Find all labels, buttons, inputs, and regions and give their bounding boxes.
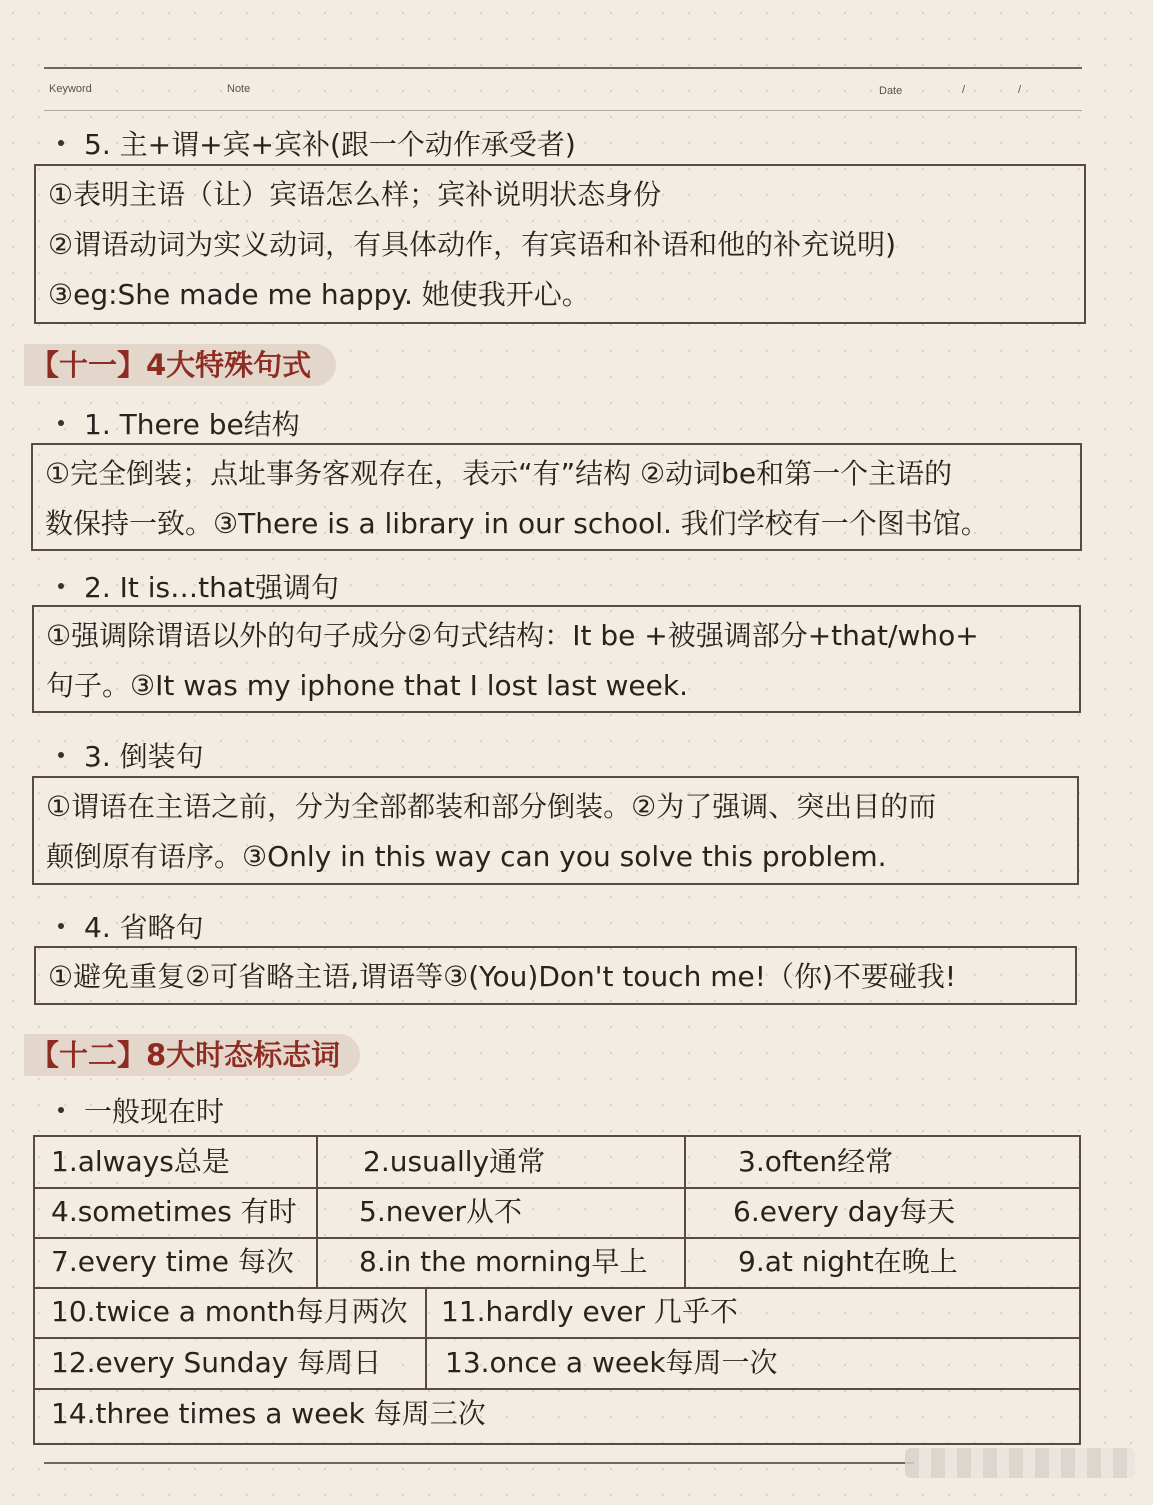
table-cell: 1.always总是	[51, 1145, 230, 1178]
bullet-dot	[58, 420, 64, 426]
note-line: ①谓语在主语之前，分为全部都装和部分倒装。②为了强调、突出目的而	[46, 790, 937, 823]
table-cell: 2.usually通常	[363, 1145, 546, 1178]
table-rule	[425, 1287, 427, 1389]
bullet-dot	[58, 140, 64, 146]
bullet-label: 3. 倒装句	[84, 740, 204, 773]
note-line: ②谓语动词为实义动词，有具体动作，有宾语和补语和他的补充说明)	[48, 228, 897, 261]
header-date-slash-2: /	[1018, 84, 1022, 96]
table-cell: 5.never从不	[359, 1195, 522, 1228]
header-bottom-rule	[44, 110, 1082, 111]
table-cell: 7.every time 每次	[51, 1245, 294, 1278]
note-line: ③eg:She made me happy. 她使我开心。	[48, 278, 590, 311]
section-heading-12: 【十二】8大时态标志词	[24, 1034, 360, 1076]
bullet-item-it-is-that	[58, 566, 339, 606]
bullet-dot	[58, 583, 64, 589]
table-cell: 13.once a week每周一次	[445, 1346, 778, 1379]
bullet-item-inversion	[58, 735, 204, 775]
note-box-ellipsis	[34, 946, 1077, 1005]
bullet-item-5	[58, 123, 576, 163]
footer-rule	[44, 1462, 914, 1464]
note-line: ①强调除谓语以外的句子成分②句式结构：It be +被强调部分+that/who+	[46, 619, 979, 652]
note-box-inversion	[32, 776, 1079, 885]
bullet-label: 一般现在时	[84, 1095, 225, 1128]
bullet-label: 1. There be结构	[84, 408, 300, 441]
bullet-item-there-be	[58, 403, 300, 443]
note-box-5	[34, 164, 1086, 324]
table-cell: 10.twice a month每月两次	[51, 1295, 408, 1328]
table-rule	[1079, 1135, 1081, 1445]
table-cell: 6.every day每天	[733, 1195, 956, 1228]
note-line: ①表明主语（让）宾语怎么样；宾补说明状态身份	[48, 178, 662, 211]
table-rule	[33, 1135, 35, 1445]
blurred-watermark	[905, 1448, 1135, 1478]
bullet-dot	[58, 752, 64, 758]
table-cell: 4.sometimes 有时	[51, 1195, 297, 1228]
bullet-label: 4. 省略句	[84, 911, 204, 944]
header-note-label: Note	[227, 83, 251, 95]
bullet-label: 5. 主+谓+宾+宾补(跟一个动作承受者)	[84, 128, 576, 161]
note-line: 数保持一致。③There is a library in our school. 我们学校有一个图书馆。	[45, 507, 989, 540]
table-rule	[684, 1135, 686, 1288]
header-top-rule	[44, 67, 1082, 69]
bullet-dot	[58, 1107, 64, 1113]
time-marker-table	[33, 1135, 1081, 1445]
header-keyword-label: Keyword	[49, 83, 92, 95]
note-line: ①完全倒装；点址事务客观存在，表示“有”结构 ②动词be和第一个主语的	[45, 457, 953, 490]
bullet-label: 2. It is…that强调句	[84, 571, 339, 604]
table-cell: 11.hardly ever 几乎不	[441, 1295, 738, 1328]
table-cell: 3.often经常	[738, 1145, 894, 1178]
table-rule	[33, 1443, 1081, 1445]
note-box-it-is-that	[32, 605, 1081, 713]
bullet-item-ellipsis	[58, 906, 204, 946]
table-cell: 9.at night在晚上	[738, 1245, 958, 1278]
note-line: 颠倒原有语序。③Only in this way can you solve this problem.	[46, 840, 887, 873]
header-date-slash-1: /	[962, 84, 966, 96]
table-cell: 8.in the morning早上	[359, 1245, 648, 1278]
note-box-there-be	[31, 443, 1082, 551]
bullet-dot	[58, 923, 64, 929]
note-line: ①避免重复②可省略主语,谓语等③(You)Don't touch me!（你)不要碰我!	[48, 960, 957, 993]
note-line: 句子。③It was my iphone that I lost last week.	[46, 669, 689, 702]
table-cell: 12.every Sunday 每周日	[51, 1346, 382, 1379]
header-date-label: Date	[879, 85, 903, 97]
table-cell: 14.three times a week 每周三次	[51, 1397, 486, 1430]
table-rule	[316, 1135, 318, 1288]
bullet-item-present-simple	[58, 1090, 224, 1130]
section-heading-11: 【十一】4大特殊句式	[24, 344, 336, 386]
